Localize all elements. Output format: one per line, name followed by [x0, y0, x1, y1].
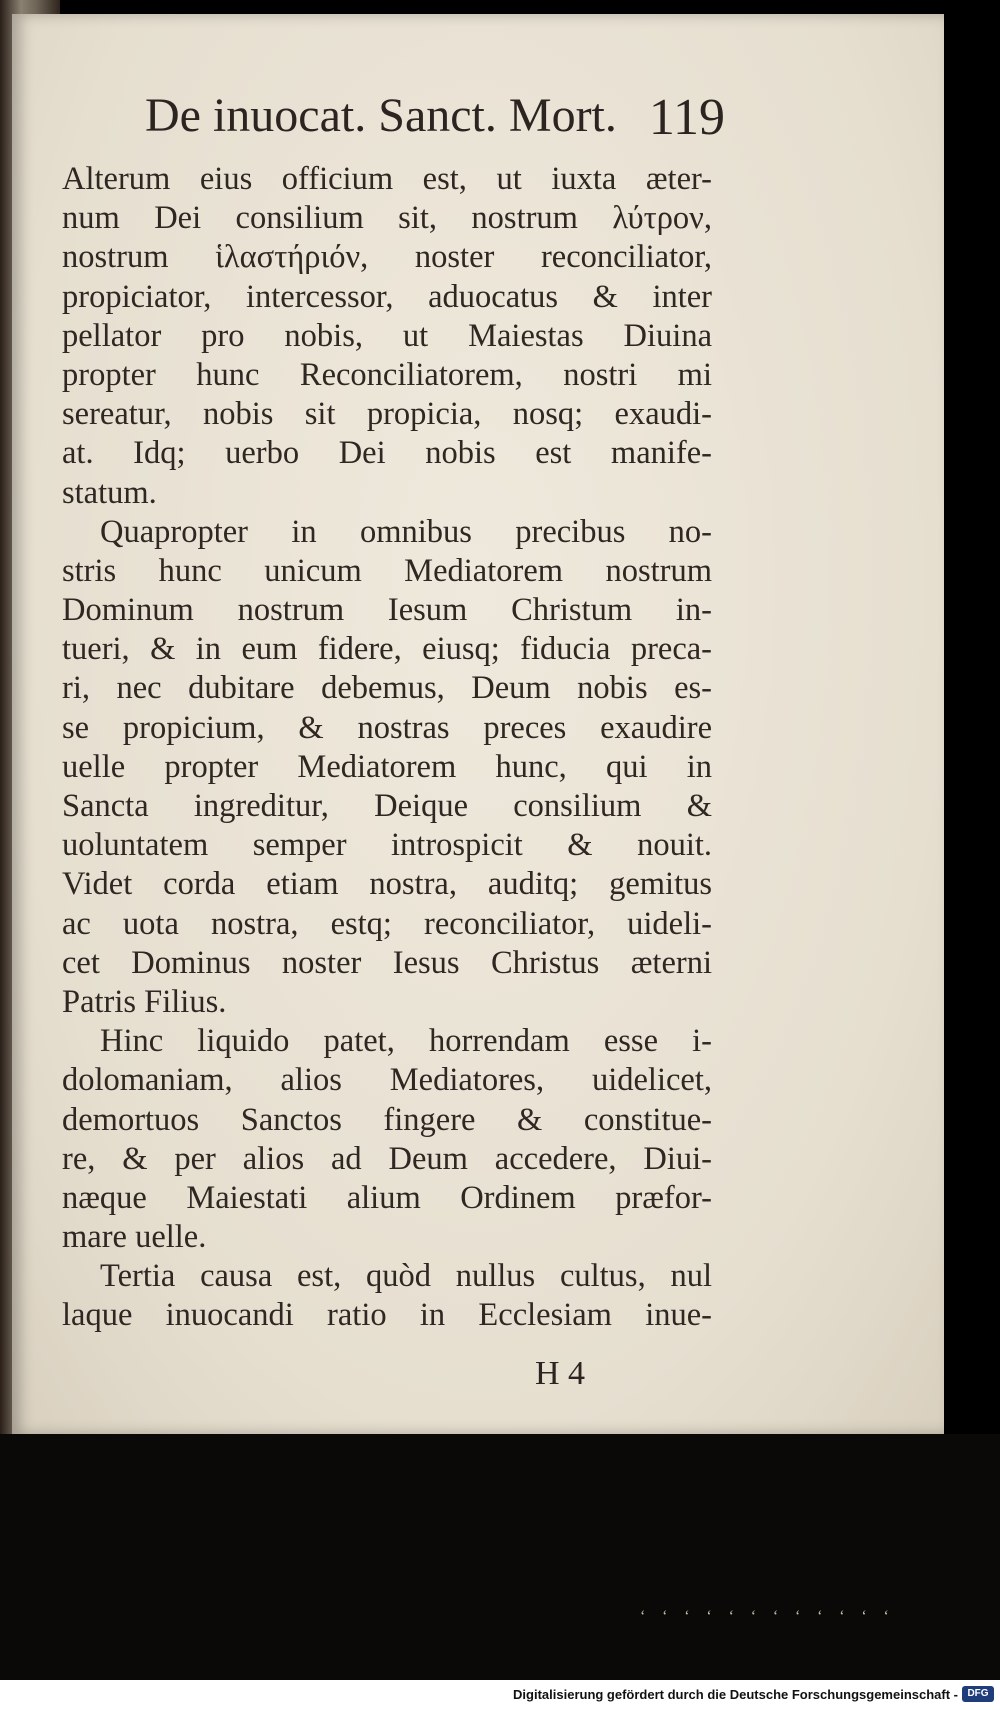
text-line: uelle propter Mediatorem hunc, qui in — [62, 748, 712, 785]
text-line: Patris Filius. — [62, 983, 227, 1020]
text-line: uoluntatem semper introspicit & nouit. — [62, 827, 712, 864]
running-title: De inuocat. Sanct. Mort. — [145, 89, 617, 142]
text-line: re, & per alios ad Deum accedere, Diui- — [62, 1140, 712, 1177]
page-body — [62, 160, 712, 1336]
text-line: dolomaniam, alios Mediatores, uidelicet, — [62, 1062, 712, 1099]
text-line: Hinc liquido patet, horrendam esse i- — [100, 1023, 712, 1060]
dfg-logo: DFG — [962, 1686, 994, 1702]
digitization-credit-bar — [0, 1680, 1000, 1710]
page-number: 119 — [648, 89, 725, 146]
paragraph — [62, 160, 712, 513]
text-line: Videt corda etiam nostra, auditq; gemitus — [62, 866, 712, 903]
text-line: at. Idq; uerbo Dei nobis est manife- — [62, 435, 712, 472]
text-line: Quapropter in omnibus precibus no- — [100, 513, 712, 550]
text-line: tueri, & in eum fidere, eiusq; fiducia preca- — [62, 631, 712, 668]
text-line: stris hunc unicum Mediatorem nostrum — [62, 552, 712, 589]
text-line: sereatur, nobis sit propicia, nosq; exaudi- — [62, 396, 712, 433]
paragraph — [62, 1022, 712, 1257]
text-line: se propicium, & nostras preces exaudire — [62, 709, 712, 746]
text-line: Sancta ingreditur, Deique consilium & — [62, 788, 712, 824]
text-line: ri, nec dubitare debemus, Deum nobis es- — [62, 670, 712, 707]
text-line: statum. — [62, 474, 157, 511]
text-line: Tertia causa est, quòd nullus cultus, nul — [100, 1258, 712, 1295]
text-line: pellator pro nobis, ut Maiestas Diuina — [62, 317, 712, 354]
signature-mark: H 4 — [535, 1355, 586, 1392]
text-line: ac uota nostra, estq; reconciliator, uideli- — [62, 905, 712, 942]
text-line: Dominum nostrum Iesum Christum in- — [62, 592, 712, 629]
text-line: cet Dominus noster Iesus Christus æterni — [62, 944, 712, 981]
page-header — [145, 78, 725, 158]
text-line: laque inuocandi ratio in Ecclesiam inue- — [62, 1297, 712, 1334]
scan-background — [0, 1434, 1000, 1680]
text-line: demortuos Sanctos fingere & constitue- — [62, 1101, 712, 1138]
text-line: num Dei consilium sit, nostrum λύτρον, — [62, 200, 712, 237]
text-line: Alterum eius officium est, ut iuxta æter- — [62, 161, 712, 197]
text-line: nostrum ἱλαστήριόν, noster reconciliator, — [62, 239, 712, 276]
text-line: mare uelle. — [62, 1219, 207, 1256]
text-line: propter hunc Reconciliatorem, nostri mi — [62, 356, 712, 393]
paragraph — [62, 1257, 712, 1335]
digitization-credit: Digitalisierung gefördert durch die Deutsche Forschungsgemeinschaft - — [513, 1687, 958, 1702]
scan-ruler-ticks: ‘‘‘‘‘‘‘‘‘‘‘‘ — [640, 1608, 907, 1625]
text-line: næque Maiestati alium Ordinem præfor- — [62, 1179, 712, 1216]
text-line: propiciator, intercessor, aduocatus & inter — [62, 278, 712, 315]
paragraph — [62, 513, 712, 1022]
